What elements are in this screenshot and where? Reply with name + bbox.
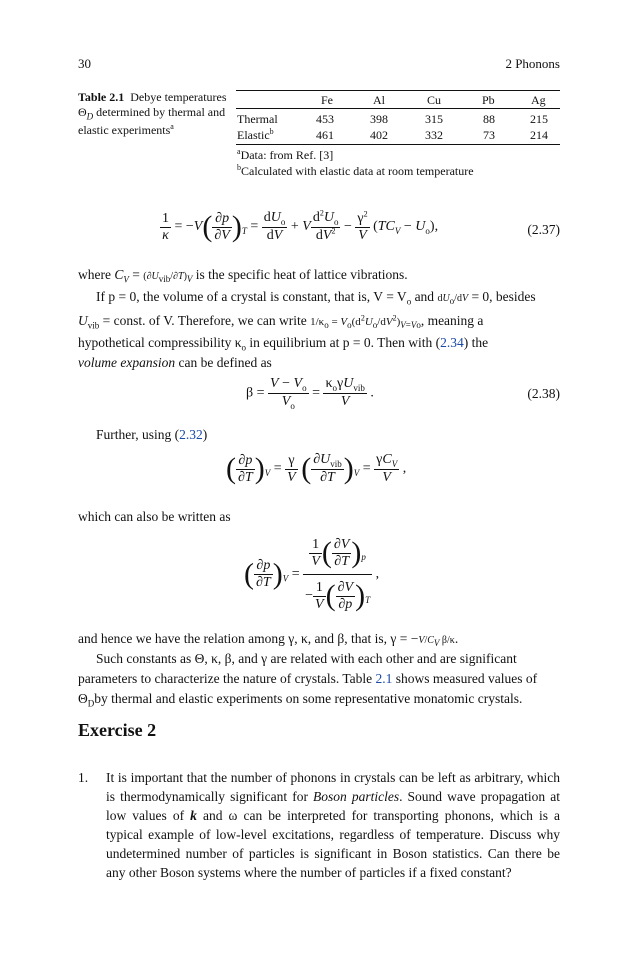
- paragraph-line: and hence we have the relation among γ, κ, and β, that is, γ = −V/CV β/κ.: [78, 631, 459, 648]
- paragraph-line: where $C_V$ = (∂Uvib/∂T)V is the specific heat of lattice vibrations.: [78, 267, 408, 285]
- equation-number: (2.38): [527, 386, 560, 401]
- row-label: Thermal: [237, 112, 278, 126]
- table-cell: 73: [483, 128, 495, 142]
- item-number: 1.: [78, 770, 89, 785]
- item-text: It is important that the number of phonons in crystals can be left as arbitrary, which is thermodynamically significant for Boson particles. Sound wave propagation at low values of k and ω can be interpreted for transporting phonons, which is a typical example of low-level excitations, regardless of temperature. Discuss why undetermined number of particles is significant in Boson statistics. Can there be any other Boson systems where the number of particles if a fixed constant?: [106, 770, 561, 880]
- row-label: Elastic$^b$: [237, 127, 274, 142]
- column-header: Al: [373, 93, 385, 107]
- table-cell: 315: [425, 112, 443, 126]
- table-footnote: $^a$Data: from Ref. [3]: [237, 147, 334, 162]
- column-header: Pb: [482, 93, 495, 107]
- table-label: Table 2.1: [78, 90, 125, 104]
- table-cell: 461: [316, 128, 334, 142]
- exercise-item: [78, 768, 560, 882]
- table-link[interactable]: 2.1: [375, 671, 393, 686]
- table-cell: 214: [530, 128, 548, 142]
- table-footnote: $^b$Calculated with elastic data at room temperature: [237, 163, 474, 178]
- paragraph-line: which can also be written as: [78, 509, 231, 524]
- equation-partial-derivatives: ( $\frac{\partial p}{\partial T}$ )$_V$ = $\frac{\gamma}{V}$ ( $\frac{\partial U_{vib}}{\partial T}$ )$_V$ = $\frac{\gamma C_V}{V}$ ,: [226, 452, 407, 485]
- column-header: Cu: [427, 93, 442, 107]
- equation-link[interactable]: 2.34: [440, 335, 464, 350]
- paragraph-line: Such constants as Θ, κ, β, and γ are related with each other and are significant: [96, 651, 517, 666]
- chapter-title: 2 Phonons: [505, 56, 560, 71]
- column-header: Ag: [531, 93, 546, 107]
- page-number: 30: [78, 56, 91, 71]
- equation-2-37: $\frac{1}{\kappa}$ = −V( $\frac{\partial p}{\partial V}$ )$_T$ = $\frac{dU_o}{dV}$ + V $\frac{d^2U_o}{dV^2}$ − $\frac{\gamma^2}{V}$ $(TC_V - U_o)$,: [162, 208, 439, 243]
- table-header-rule: [236, 108, 560, 109]
- paragraph-line: $U_{vib}$ = const. of V. Therefore, we can write $1/\kappa_o = V_o(d^2U_o/dV^2)_{V=Vo}$, meaning a: [78, 313, 484, 331]
- table-caption: Table 2.1 Debye temperatures $\Theta_D$ determined by thermal and elastic experiments$^a$: [78, 90, 227, 138]
- paragraph-line: volume expansion can be defined as: [78, 355, 272, 370]
- table-cell: 402: [370, 128, 388, 142]
- paragraph-line: $\Theta_Dby$ thermal and elastic experiments on some representative monatomic crystals.: [78, 691, 523, 709]
- exercise-heading: Exercise 2: [78, 720, 157, 740]
- table-bottom-rule: [236, 144, 560, 145]
- table-cell: 398: [370, 112, 388, 126]
- equation-compound-fraction: ( $\frac{\partial p}{\partial T}$ )$_V$ = $\frac{1}{V}$ ( $\frac{\partial V}{\partial T}$ )$_p$ − $\frac{1}{V}$ ( $\frac{\partial V}{\partial p}$ )$_T$ ,: [244, 536, 380, 612]
- paragraph-line: parameters to characterize the nature of crystals. Table 2.1 shows measured values of: [78, 671, 538, 686]
- table-cell: 215: [530, 112, 548, 126]
- paragraph-line: Further, using (2.32): [96, 427, 208, 442]
- paragraph-line: If p = 0, the volume of a crystal is constant, that is, $V = V_o$ and dUo/dV = 0, besides: [96, 289, 536, 307]
- equation-number: (2.37): [527, 222, 560, 237]
- table-cell: 88: [483, 112, 495, 126]
- equation-link[interactable]: 2.32: [179, 427, 203, 442]
- paragraph-line: hypothetical compressibility $\kappa_o$ in equilibrium at p = 0. Then with (2.34) the: [78, 335, 489, 353]
- equation-2-38: β = $\frac{V - V_o}{V_o}$ = $\frac{\kappa_o\gamma U_{vib}}{V}$ .: [246, 376, 374, 411]
- caption-text: Debye temperatures Θ: [78, 90, 227, 119]
- table-top-rule: [236, 90, 560, 91]
- table-cell: 453: [316, 112, 334, 126]
- table-cell: 332: [425, 128, 443, 142]
- column-header: Fe: [321, 93, 333, 107]
